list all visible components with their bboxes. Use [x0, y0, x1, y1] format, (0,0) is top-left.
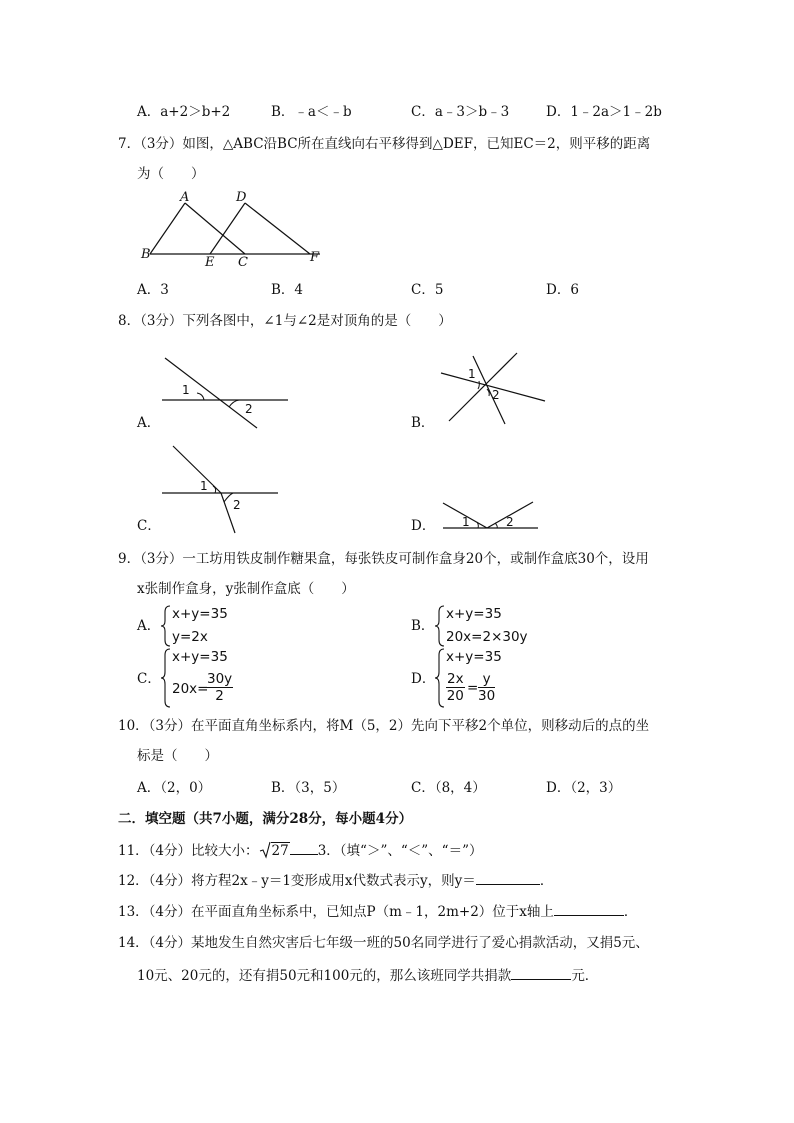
q11-prefix: 11．（4分）比较大小： [118, 843, 259, 859]
q6-option-c: C．a﹣3＞b﹣3 [411, 104, 510, 120]
q9d-brace [434, 647, 446, 709]
q7-stem-line1: 7．（3分）如图，△ABC沿BC所在直线向右平移得到△DEF，已知EC＝2，则平移的距离 [118, 136, 651, 152]
q11-radicand: 27 [271, 843, 289, 859]
q8c-angle1: 1 [200, 479, 208, 493]
q13-text: 13．（4分）在平面直角坐标系中，已知点P（m﹣1，2m+2）位于x轴上 [118, 904, 554, 920]
q12-end: ． [539, 873, 554, 889]
q9d-fraction-right [478, 671, 495, 704]
q9c-eq2-lhs: 20x= [172, 681, 209, 697]
q13 [118, 903, 637, 921]
q10-stem-line2: 标是（ ） [137, 748, 218, 764]
q7-option-d: D．6 [546, 282, 579, 298]
q8-option-b: B． [411, 415, 435, 431]
q9-option-a-letter: A． [137, 618, 161, 634]
label-B: B [141, 247, 151, 262]
q14-end: 元． [571, 968, 599, 984]
q9b-eq2: 20x=2×30y [446, 629, 528, 645]
label-A: A [180, 190, 190, 205]
q9-option-b-letter: B． [411, 618, 435, 634]
q9d-equals: = [467, 680, 479, 696]
q9-stem-line2: x张制作盒身，y张制作盒底（ ） [137, 581, 355, 597]
q9b-eq1: x+y=35 [446, 606, 502, 622]
q10-stem-line1: 10．（3分）在平面直角坐标系内，将M（5，2）先向下平移2个单位，则移动后的点的坐 [118, 718, 650, 734]
q6-option-a: A．a+2＞b+2 [137, 104, 231, 120]
q14-text: 10元、20元的，还有捐50元和100元的，那么该班同学共捐款 [137, 968, 512, 984]
q11 [118, 841, 482, 860]
q9-option-d-letter: D． [411, 671, 436, 687]
q12 [118, 872, 553, 890]
q8-figure-d [435, 495, 545, 535]
q8-option-c: C． [137, 518, 161, 534]
q8-figure-a [155, 350, 295, 435]
q9a-eq2: y=2x [172, 629, 208, 645]
q9b-brace [434, 604, 446, 648]
q7-option-c: C．5 [411, 282, 444, 298]
label-C: C [238, 255, 248, 268]
q7-stem-line2: 为（ ） [137, 166, 205, 182]
q8-option-a: A． [137, 415, 161, 431]
q10-option-b: B．（3，5） [271, 780, 346, 796]
q8-figure-b [435, 348, 550, 428]
q10-option-a: A．（2，0） [137, 780, 212, 796]
q13-answer-blank[interactable] [554, 903, 624, 916]
q8a-angle1: 1 [182, 383, 190, 397]
section-title-fill-in: 二．填空题（共7小题，满分28分，每小题4分） [118, 811, 413, 827]
label-D: D [236, 190, 247, 205]
q9d-denominator-right: 30 [478, 688, 496, 704]
q9c-numerator: 30y [207, 671, 233, 687]
q8d-angle2: 2 [506, 515, 514, 529]
q12-text: 12．（4分）将方程2x﹣y＝1变形成用x代数式表示y，则y＝ [118, 873, 476, 889]
q9d-numerator-right: y [478, 671, 495, 688]
q9-option-c-letter: C． [137, 671, 161, 687]
q8c-angle2: 2 [233, 498, 241, 512]
label-E: E [205, 255, 215, 268]
q10-option-c: C．（8，4） [411, 780, 486, 796]
q8-figure-c [155, 440, 285, 540]
q6-option-b: B．﹣a＜﹣b [271, 104, 352, 120]
q9c-brace [160, 647, 172, 709]
q9d-numerator-left: 2x [447, 671, 464, 687]
q8a-angle2: 2 [245, 402, 253, 416]
q8d-angle1: 1 [462, 515, 470, 529]
q7-option-b: B．4 [271, 282, 304, 298]
q9d-denominator-left: 20 [446, 688, 464, 704]
q14-line2 [137, 967, 598, 985]
q9d-fraction-left [446, 671, 465, 704]
q12-answer-blank[interactable] [476, 872, 540, 885]
q9a-brace [160, 604, 172, 648]
q9c-fraction [206, 671, 233, 704]
sqrt-icon [259, 841, 271, 859]
q14-answer-blank[interactable] [511, 967, 571, 980]
q9-stem-line1: 9．（3分）一工坊用铁皮制作糖果盒，每张铁皮可制作盒身20个，或制作盒底30个，设用 [118, 551, 649, 567]
q9c-eq1: x+y=35 [172, 649, 228, 665]
q11-after: 3．（填“＞”、“＜”、“＝”） [317, 843, 483, 859]
q9a-eq1: x+y=35 [172, 606, 228, 622]
q10-option-d: D．（2，3） [546, 780, 622, 796]
q14-line1: 14．（4分）某地发生自然灾害后七年级一班的50名同学进行了爱心捐款活动，又捐5元、 [118, 935, 649, 951]
q8b-angle2: 2 [492, 388, 500, 402]
q11-answer-blank[interactable] [290, 842, 318, 855]
q8b-angle1: 1 [468, 367, 476, 381]
q9d-eq1: x+y=35 [446, 649, 502, 665]
q8-stem: 8．（3分）下列各图中，∠1与∠2是对顶角的是（ ） [118, 313, 452, 329]
q13-end: ． [623, 904, 638, 920]
q7-option-a: A．3 [137, 282, 169, 298]
q9c-denominator: 2 [215, 688, 224, 704]
q6-option-d: D．1﹣2a＞1﹣2b [546, 104, 662, 120]
q8-option-d: D． [411, 518, 436, 534]
label-F: F [310, 250, 320, 265]
q7-translation-figure [130, 188, 330, 268]
